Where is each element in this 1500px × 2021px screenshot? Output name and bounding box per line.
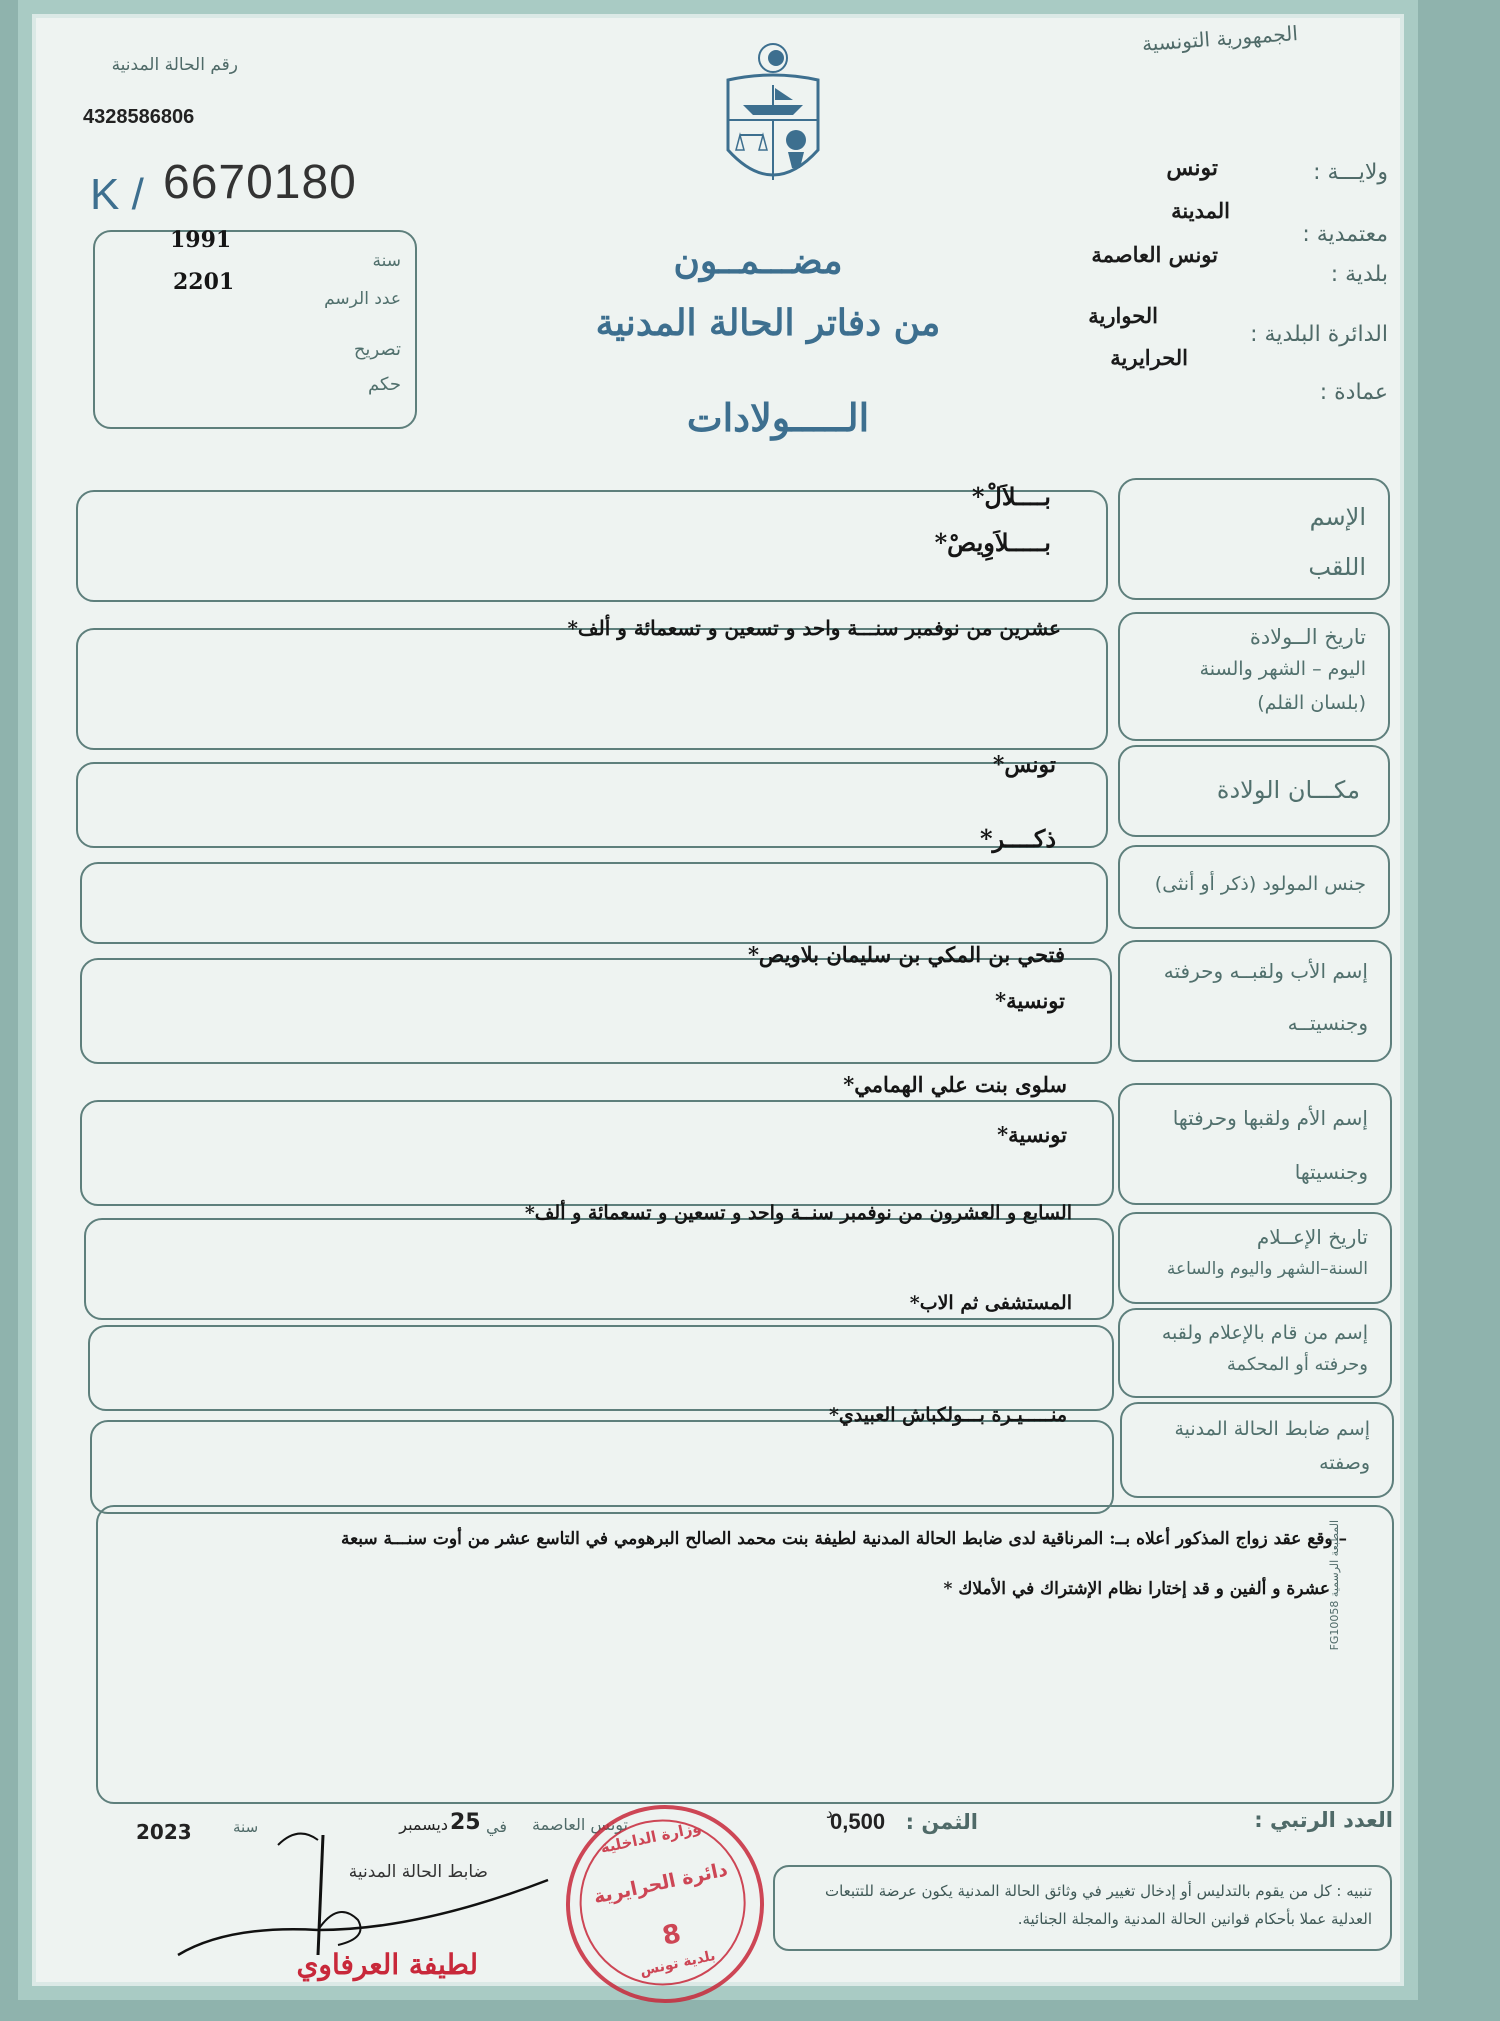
document-title: مضـــمــون — [673, 240, 843, 282]
issue-year: 2023 — [136, 1820, 192, 1844]
birth-place-value: تونس* — [992, 752, 1056, 778]
birth-date-label-1: تاريخ الــولادة — [1249, 625, 1366, 649]
declarant-value: المستشفى ثم الاب* — [909, 1292, 1072, 1314]
stamp-bottom-text: بلدية تونس — [638, 1947, 717, 1980]
civil-number-label: رقم الحالة المدنية — [111, 55, 238, 75]
label-box-declarant — [1118, 1308, 1392, 1398]
registry-box — [93, 227, 417, 429]
mother-label-2: وجنسيتها — [1294, 1160, 1368, 1184]
mother-nationality-value: تونسية* — [997, 1122, 1067, 1147]
stamp-top-text: وزارة الداخلية — [598, 1818, 703, 1857]
state-label: ولايـــة : — [1313, 160, 1388, 185]
in-label: في — [486, 1817, 507, 1836]
tunisia-coat-of-arms-icon — [718, 40, 828, 200]
value-box-name — [76, 482, 1108, 602]
value-box-birth-date — [76, 616, 1108, 750]
marginal-note-line-2: عشرة و ألفين و قد إختارا نظام الإشتراك في الأملاك * — [943, 1579, 1330, 1599]
declaration-date-value: السابع و العشرون من نوفمبر سنــة واحد و تسعين و تسعمائة و ألف* — [524, 1202, 1072, 1224]
birth-date-label-2: اليوم – الشهر والسنة — [1199, 658, 1366, 680]
municipality-label: بلدية : — [1330, 262, 1388, 287]
value-box-officer — [90, 1404, 1114, 1514]
price-value: 0,500 — [830, 1809, 886, 1834]
serial-prefix: K / — [90, 170, 144, 219]
price-label: الثمن : — [905, 1810, 978, 1834]
label-box-birth-place — [1118, 745, 1390, 837]
civil-number: 4328586806 — [83, 106, 195, 128]
stamp-number: 8 — [659, 1918, 684, 1952]
judgment-label: حكم — [367, 374, 401, 395]
delegation-label: معتمدية : — [1302, 222, 1388, 247]
stamp-middle-text: دائرة الحرايرية — [591, 1858, 730, 1909]
sex-label: جنس المولود (ذكر أو أنثى) — [1154, 873, 1366, 895]
value-box-mother — [80, 1072, 1114, 1206]
state-value: تونس — [1166, 155, 1218, 181]
marginal-note-box — [96, 1505, 1394, 1804]
first-name-label: الإسم — [1309, 503, 1366, 531]
warning-text: تنبيه : كل من يقوم بالتدليس أو إدخال تغيير في وثائق الحالة المدنية يكون عرضة للتتبعات العدلية عملا بأحكام قوانين الحالة المدنية والمجلة الجنائية. — [824, 1882, 1372, 1928]
record-number-label: عدد الرسم — [324, 289, 401, 309]
warning-box — [773, 1865, 1392, 1951]
record-number: 2201 — [173, 269, 235, 295]
birth-place-label: مكـــان الولادة — [1216, 776, 1360, 804]
father-label-1: إسم الأب ولقبــه وحرفته — [1163, 959, 1368, 983]
last-name-value: بـــــلاَوِيصْ* — [934, 528, 1051, 557]
year-label: سنة — [233, 1818, 259, 1836]
registry-year-label: سنة — [372, 251, 401, 271]
label-box-declaration-date — [1118, 1212, 1392, 1304]
imada-label: عمادة : — [1319, 380, 1388, 405]
birth-certificate-sheet — [18, 0, 1418, 2000]
first-name-value: بــــلاَلْ* — [971, 482, 1051, 511]
printer-code: المطبعة الرسمية FG10058 — [1328, 1520, 1341, 1651]
father-label-2: وجنسيتــه — [1287, 1011, 1368, 1035]
declaration-date-label-2: السنة–الشهر واليوم والساعة — [1166, 1259, 1368, 1279]
label-box-name — [1118, 478, 1390, 600]
issue-place: تونس العاصمة — [532, 1815, 628, 1834]
delegation-value: المدينة — [1171, 198, 1230, 223]
serial-number: 6670180 — [163, 156, 357, 209]
birth-date-label-3: (بلسان القلم) — [1257, 692, 1366, 714]
district-label: الدائرة البلدية : — [1250, 322, 1388, 347]
value-box-sex — [80, 824, 1108, 944]
document-subtitle: من دفاتر الحالة المدنية — [595, 302, 941, 344]
district-value: الحوارية — [1088, 303, 1158, 328]
officer-label-2: وصفته — [1319, 1452, 1370, 1474]
value-box-birth-place — [76, 752, 1108, 848]
officer-title: ضابط الحالة المدنية — [348, 1862, 488, 1882]
issue-month: ديسمبر — [399, 1815, 448, 1834]
label-box-officer — [1120, 1402, 1394, 1498]
birth-date-value: عشرين من نوفمبر سنـــة واحد و تسعين و تسعمائة و ألف* — [567, 616, 1061, 640]
imada-value: الحرايرية — [1110, 345, 1188, 370]
declarant-label-1: إسم من قام بالإعلام ولقبه — [1161, 1322, 1368, 1344]
declaration-label: تصريح — [353, 339, 401, 360]
registry-year: 1991 — [170, 227, 232, 253]
officer-value: منـــــيـرة بـــولكباش العبيدي* — [829, 1404, 1067, 1426]
value-box-declarant — [88, 1292, 1114, 1411]
price-unit: د — [826, 1804, 833, 1822]
officer-label-1: إسم ضابط الحالة المدنية — [1174, 1418, 1370, 1440]
value-box-father — [80, 942, 1112, 1064]
label-box-birth-date — [1118, 612, 1390, 741]
sex-value: ذكــــر* — [979, 824, 1056, 853]
officer-signature-name: لطيفة العرفاوي — [296, 1948, 478, 1981]
label-box-mother — [1118, 1083, 1392, 1205]
republic-header: الجمهورية التونسية — [1141, 21, 1299, 56]
last-name-label: اللقب — [1308, 553, 1366, 581]
mother-name-value: سلوى بنت علي الهمامي* — [843, 1072, 1067, 1097]
father-name-value: فتحي بن المكي بن سليمان بلاويص* — [747, 942, 1065, 967]
label-box-father — [1118, 940, 1392, 1062]
order-number-label: العدد الرتبي : — [1254, 1808, 1393, 1832]
mother-label-1: إسم الأم ولقبها وحرفتها — [1172, 1106, 1368, 1130]
father-nationality-value: تونسية* — [995, 988, 1065, 1013]
marginal-note-line-1: – وقع عقد زواج المذكور أعلاه بــ: المرناقية لدى ضابط الحالة المدنية لطيفة بنت محمد الصالح البرهومي في التاسع عشر من أوت سنـــة سبعة — [340, 1529, 1347, 1549]
label-box-sex — [1118, 845, 1390, 929]
declarant-label-2: وحرفته أو المحكمة — [1226, 1354, 1368, 1375]
declaration-date-label-1: تاريخ الإعــلام — [1256, 1225, 1368, 1249]
municipality-value: تونس العاصمة — [1091, 242, 1218, 267]
section-title: الـــــولادات — [686, 395, 870, 440]
issue-day: 25 — [450, 1810, 481, 1835]
